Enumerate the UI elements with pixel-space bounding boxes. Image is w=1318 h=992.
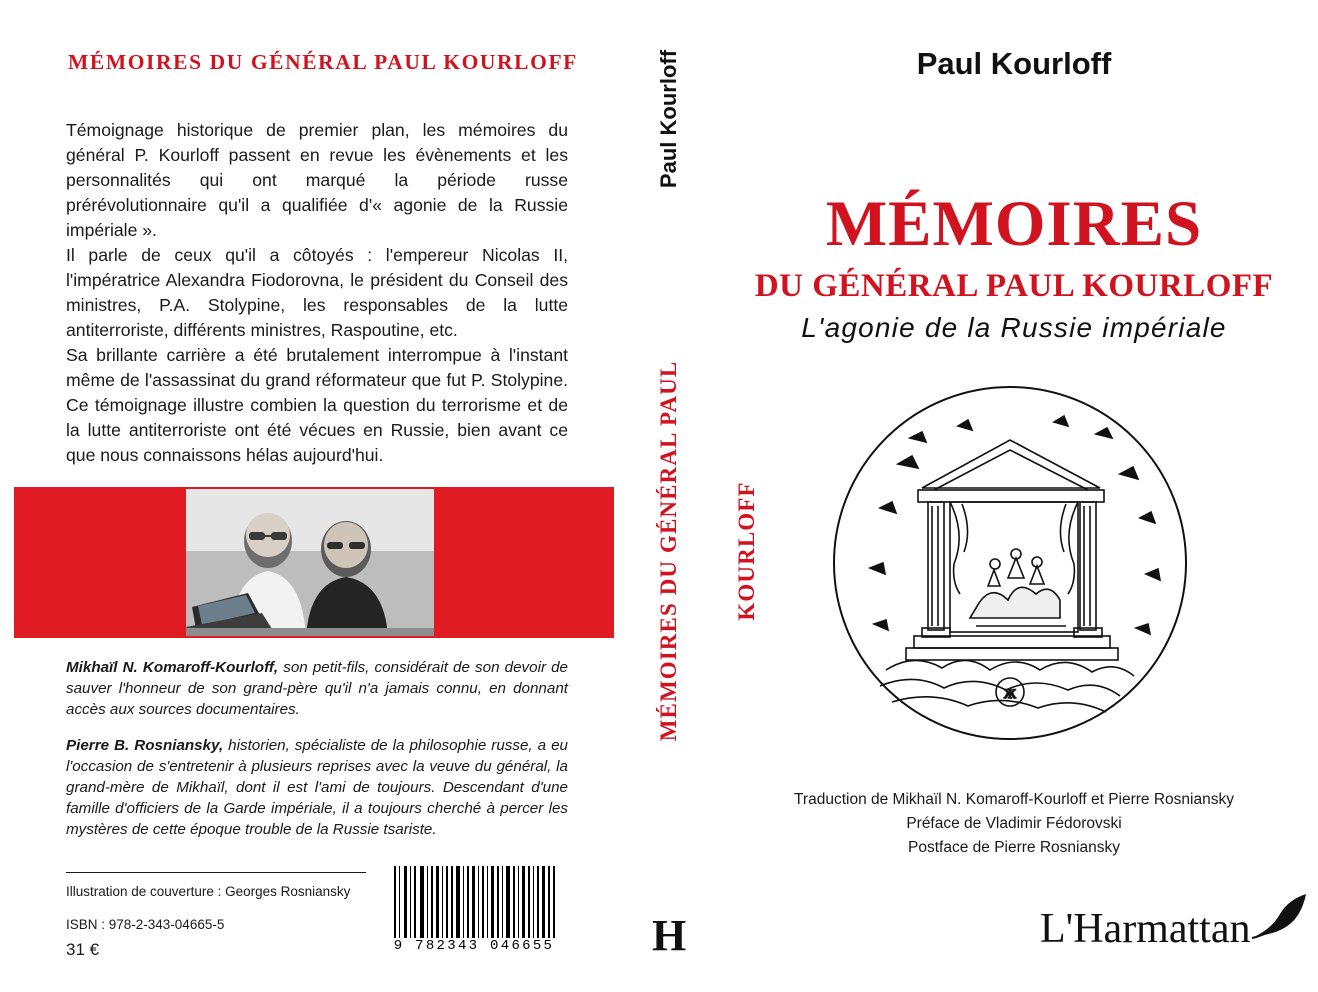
bio-name-1: Mikhaïl N. Komaroff-Kourloff, bbox=[66, 659, 279, 676]
author-photo bbox=[186, 489, 434, 636]
bio-entry-1 bbox=[66, 658, 568, 720]
front-cover-credits: Traduction de Mikhaïl N. Komaroff-Kourloff et Pierre Rosniansky Préface de Vladimir Fédorovski Postface de Pierre Rosniansky bbox=[794, 791, 1234, 857]
price-text: 31 € bbox=[66, 940, 100, 959]
bio-text-2: historien, spécialiste de la philosophie russe, a eu l'occasion de s'entretenir à plusieurs reprises avec la veuve du général, la grand-mère de Mikhaïl, dont il est l'ami de toujours. Descendant d'une famille d'officiers de la Garde impériale, il a toujours cherché à percer les mystères de cette époque trouble de la Russie tsariste. bbox=[66, 737, 568, 838]
isbn-text: ISBN : 978-2-343-04665-5 bbox=[66, 917, 225, 932]
publisher-logo-text: L'Harmattan bbox=[1040, 906, 1251, 952]
bio-name-2: Pierre B. Rosniansky, bbox=[66, 737, 224, 755]
front-cover-tagline: L'agonie de la Russie impériale bbox=[801, 312, 1227, 343]
front-cover-subtitle: DU GÉNÉRAL PAUL KOURLOFF bbox=[754, 268, 1274, 304]
barcode-digits: 9 782343 046655 bbox=[393, 938, 555, 954]
spine-author: Paul Kourloff bbox=[656, 49, 681, 189]
illustration-credit: Illustration de couverture : Georges Rosniansky bbox=[66, 884, 351, 899]
footer-divider bbox=[66, 872, 366, 873]
cover-illustration bbox=[810, 378, 1210, 748]
spine-publisher-mark: H bbox=[652, 911, 687, 960]
spine-title: MÉMOIRES DU GÉNÉRAL PAUL KOURLOFF bbox=[656, 360, 759, 742]
barcode bbox=[390, 866, 558, 962]
back-cover-title: MÉMOIRES DU GÉNÉRAL PAUL KOURLOFF bbox=[68, 50, 578, 74]
book-spine bbox=[630, 0, 759, 992]
back-cover bbox=[0, 0, 630, 992]
barcode-bars bbox=[390, 866, 558, 938]
publisher-feather-icon bbox=[1250, 890, 1310, 940]
bio-entry-2 bbox=[66, 736, 568, 840]
front-cover-title: MÉMOIRES bbox=[825, 188, 1203, 260]
front-cover-author: Paul Kourloff bbox=[916, 46, 1112, 81]
back-cover-blurb bbox=[66, 118, 568, 468]
bio-text-1: son petit-fils, considérait de son devoir de sauver l'honneur de son grand-père qu'il n'a jamais connu, en donnant accès aux sources documentaires. bbox=[66, 659, 568, 718]
blurb-paragraph: Témoignage historique de premier plan, les mémoires du général P. Kourloff passent en revue les évènements et les personnalités qui ont marqué la période russe prérévolutionnaire qu'il a qualifiée d'« agonie de la Russie impériale ». Il parle de ceux qu'il a côtoyés : l'empereur Nicolas II, l'impératrice Alexandra Fiodorovna, le président du Conseil des ministres, P.A. Stolypine, les responsables de la lutte antiterroriste, différents ministres, Raspoutine, etc. Sa brillante carrière a été brutalement interrompue à l'instant même de l'assassinat du grand réformateur que fut P. Stolypine. Ce témoignage illustre combien la question du terrorisme et de la lutte antiterroriste ont été vécues en Russie, bien avant ce que nous connaissons hélas aujourd'hui. bbox=[66, 120, 568, 465]
front-cover bbox=[710, 0, 1318, 992]
svg-text:Ж: Ж bbox=[1004, 686, 1016, 701]
contributor-bios bbox=[66, 658, 568, 857]
